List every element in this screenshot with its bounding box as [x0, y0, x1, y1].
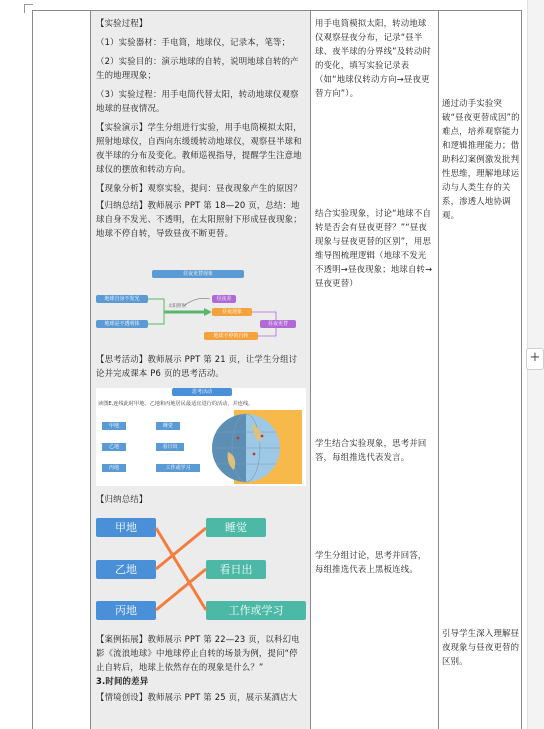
student-activity-1: 用手电筒模拟太阳，转动地球仪观察昼夜分布，记录“昼半球、夜半球的分界线”及转动时的变化，填写实验记录表（如“地球仪转动方向→昼夜更替方向”）。	[315, 18, 432, 98]
fig1-left-2: 地球是不透明体	[96, 320, 148, 328]
fig2-act-sunrise: 看日出	[156, 443, 184, 451]
answer-place-bing: 丙地	[96, 601, 156, 620]
scenario-text: 【情境创设】教师展示 PPT 第 25 页，展示某酒店大	[96, 692, 298, 702]
case-extension-text	[96, 632, 304, 704]
summary-2: 【归纳总结】	[96, 494, 148, 504]
fig2-place-jia: 甲地	[102, 422, 126, 430]
fig2-act-work: 工作或学习	[156, 464, 200, 472]
answer-place-jia: 甲地	[96, 518, 156, 537]
student-activity-2: 结合实验现象，讨论“地球不自转是否会有昼夜更替？”“昼夜现象与昼夜更替的区别”，用思维导图梳理逻辑（地球不发光不透明→昼夜现象；地球自转→昼夜更替）	[315, 208, 433, 288]
phenomenon-analysis: 【现象分析】观察实验，提问：昼夜现象产生的原因？	[96, 183, 302, 193]
fig2-instruction: 读图E,连线此时甲地、乙地和丙地居民最适宜进行的活动，并连线。	[98, 401, 254, 407]
table-border-left	[32, 10, 33, 729]
globe-illustration	[208, 408, 304, 486]
experiment-item-2: （2）实验目的：演示地球的自转，说明地球自转的产生的地理现象；	[96, 56, 299, 80]
table-border-top	[32, 10, 522, 11]
fig1-right: 昼夜更替	[260, 320, 296, 328]
add-icon[interactable]: +	[526, 348, 544, 370]
experiment-title: 【实验过程】	[96, 18, 148, 28]
think-activity: 【思考活动】教师展示 PPT 第 21 页，让学生分组讨论并完成课本 P6 页的思考活动。	[96, 354, 298, 378]
matching-answer-figure	[96, 512, 308, 622]
experiment-demo: 【实验演示】学生分组进行实验，用手电筒模拟太阳，照射地球仪，自西向东缓缓转动地球仪，观察昼半球和夜半球的分布及变化。教师巡视指导，提醒学生注意地球仪的摆放和转动方向。	[96, 122, 302, 174]
fig1-title: 昼夜更替现象	[152, 270, 244, 278]
section-3-heading: 3.时间的差异	[96, 676, 149, 686]
fig2-act-sleep: 睡觉	[156, 422, 180, 430]
table-divider-2	[310, 10, 311, 729]
answer-lines	[96, 512, 308, 624]
fig2-title: 思考活动	[172, 388, 232, 396]
experiment-item-3: （3）实验过程：用手电筒代替太阳，转动地球仪观察地球的昼夜情况。	[96, 89, 299, 113]
table-divider-1	[90, 10, 91, 729]
fig1-sun-label: 太阳照射	[168, 304, 186, 309]
design-intent-2: 引导学生深入理解昼夜现象与昼夜更替的区别。	[442, 628, 520, 666]
fig1-mid-bottom: 地球不停的自转	[204, 332, 258, 340]
fig1-left-1: 地球自身不发光	[96, 295, 148, 303]
summary-1: 【归纳总结】教师展示 PPT 第 18—20 页，总结：地球自身不发光、不透明，在太阳照射下形成昼夜现象；地球不停自转，导致昼夜不断更替。	[96, 200, 302, 238]
fig1-mid: 昼夜现象	[212, 308, 252, 316]
teaching-content	[96, 16, 304, 240]
student-activity-3: 学生结合实验现象，思考并回答，每组推选代表发言。	[315, 438, 427, 462]
fig1-mid-top: 昼夜差	[212, 295, 236, 303]
answer-act-sunrise: 看日出	[206, 560, 266, 579]
fig2-place-bing: 丙地	[102, 464, 126, 472]
answer-act-sleep: 睡觉	[206, 518, 266, 537]
table-divider-3	[438, 10, 439, 729]
day-night-flow-diagram	[96, 270, 304, 342]
think-activity-text	[96, 352, 304, 380]
fig1-arrows	[96, 270, 304, 342]
case-extension: 【案例拓展】教师展示 PPT 第 22—23 页，以科幻电影《流浪地球》中地球停止自转的场景为例，提问“停止自转后，地球上依然存在的现象是什么？”	[96, 634, 300, 672]
answer-place-yi: 乙地	[96, 560, 156, 579]
student-activity-4: 学生分组讨论，思考并回答，每组推选代表上黑板连线。	[315, 550, 427, 574]
summary-2-text	[96, 492, 304, 506]
think-activity-figure	[96, 388, 306, 486]
answer-act-work: 工作或学习	[206, 601, 306, 620]
design-intent-1: 通过动手实验突破“昼夜更替成因”的难点，培养观察能力和逻辑推理能力；借助科幻案例激发批判性思维，理解地球运动与人类生存的关系，渗透人地协调观。	[442, 98, 520, 220]
table-border-right	[521, 10, 522, 729]
experiment-item-1: （1）实验器材：手电筒，地球仪，记录本，笔等；	[96, 37, 291, 47]
fig2-place-yi: 乙地	[102, 443, 126, 451]
